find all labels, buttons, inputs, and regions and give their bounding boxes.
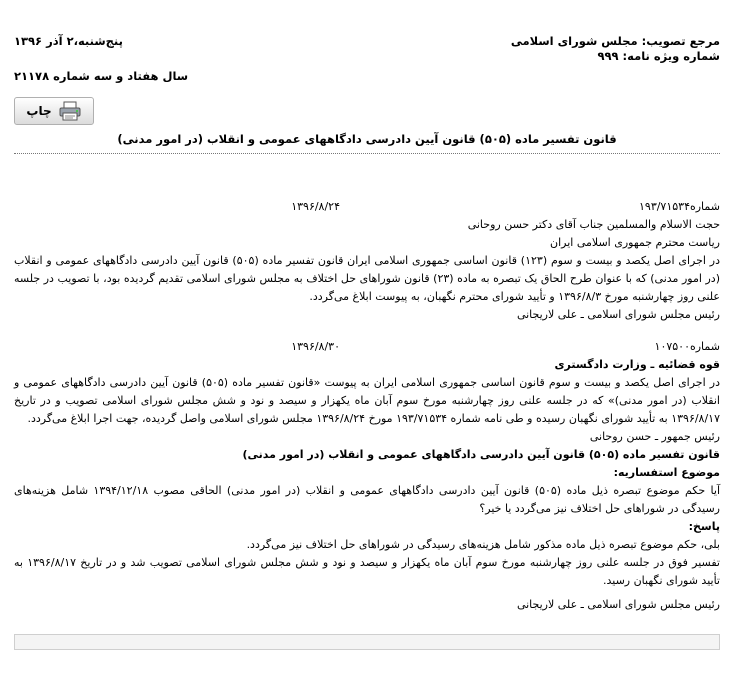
- subject-heading: موضوع استفساریه:: [613, 466, 720, 479]
- spacer: [14, 324, 720, 338]
- print-button[interactable]: [14, 97, 94, 125]
- letter2-body: در اجرای اصل یکصد و بیست و سوم قانون اساسی جمهوری اسلامی ایران به پیوست «قانون تفسیر ماده (۵۰۵) قانون آیین دادرسی دادگاههای عمومی و انقلاب (در امور مدنی)» که در جلسه علنی روز چهارشنبه مورخ سوم آبان ماه یکهزار و سیصد و نود و شش مجلس شورای اسلامی تصویب و در تاریخ ۱۳۹۶/۸/۱۷ به تأیید شورای نگهبان رسیده و طی نامه شماره ۱۹۳/۷۱۵۳۴ مورخ ۱۳۹۶/۸/۲۴ مجلس شورای اسلامی واصل گردیده، جهت اجرا ابلاغ می‌گردد.: [14, 376, 720, 425]
- document-body: [14, 198, 720, 614]
- printer-icon: [58, 101, 82, 121]
- letter2-addressee: قوه قضائیه ـ وزارت دادگستری: [554, 358, 720, 371]
- letter1-body: در اجرای اصل یکصد و بیست و سوم (۱۲۳) قانون اساسی جمهوری اسلامی ایران قانون تفسیر ماده (۵۰۵) قانون آیین دادرسی دادگاههای عمومی و انقلاب (در امور مدنی) که با عنوان طرح الحاق یک تبصره به ماده (۲۳) قانون شوراهای حل اختلاف به مجلس شورای اسلامی تقدیم گردیده بود، با تصویب در جلسه علنی روز چهارشنبه مورخ ۱۳۹۶/۸/۳ و تأیید شورای محترم نگهبان، به پیوست ابلاغ می‌گردد.: [14, 254, 721, 303]
- header: [14, 34, 720, 94]
- date-line: پنج‌شنبه،۲ آذر ۱۳۹۶: [14, 34, 123, 48]
- letter1-signature: رئیس مجلس شورای اسلامی ـ علی لاریجانی: [516, 308, 720, 321]
- print-button-label: چاپ: [26, 104, 52, 118]
- letter2-date: ۱۳۹۶/۸/۳۰: [291, 340, 340, 353]
- year-issue-line: سال هفتاد و سه شماره ۲۱۱۷۸: [14, 69, 189, 83]
- letter1-addressee-title: ریاست محترم جمهوری اسلامی ایران: [550, 236, 720, 249]
- law-signature: رئیس مجلس شورای اسلامی ـ علی لاریجانی: [516, 598, 720, 611]
- letter1-number: شماره۱۹۳/۷۱۵۳۴: [639, 200, 720, 213]
- answer-text: بلی، حکم موضوع تبصره ذیل ماده مذکور شامل هزینه‌های رسیدگی در شوراهای حل اختلاف نیز می‌گردد.: [246, 538, 720, 551]
- letter2-signature: رئیس جمهور ـ حسن روحانی: [589, 430, 720, 443]
- special-issue-line: شماره ویژه نامه: ۹۹۹: [597, 49, 720, 63]
- header-left: [14, 34, 188, 84]
- header-right: [511, 34, 720, 64]
- law-title: قانون تفسیر ماده (۵۰۵) قانون آیین دادرسی دادگاههای عمومی و انقلاب (در امور مدنی): [242, 448, 720, 461]
- letter1-addressee: حجت الاسلام والمسلمین جناب آقای دکتر حسن روحانی: [467, 218, 720, 231]
- dotted-divider: [14, 153, 720, 154]
- ref-line: مرجع تصویب: مجلس شورای اسلامی: [510, 34, 720, 48]
- letter1-ref-row: [14, 198, 720, 216]
- letter2-ref-row: [14, 338, 720, 356]
- answer-heading: پاسخ:: [688, 520, 720, 533]
- subject-text: آیا حکم موضوع تبصره ذیل ماده (۵۰۵) قانون آیین دادرسی دادگاههای عمومی و انقلاب (در امور مدنی) الحاقی مصوب ۱۳۹۴/۱۲/۱۸ شامل هزینه‌های رسیدگی در شوراهای حل اختلاف نیز می‌گردد یا خیر؟: [14, 484, 720, 515]
- letter2-number: شماره۱۰۷۵۰۰: [654, 340, 720, 353]
- closing-text: تفسیر فوق در جلسه علنی روز چهارشنبه مورخ سوم آبان ماه یکهزار و سیصد و نود و شش مجلس شورای اسلامی تصویب شد و در تاریخ ۱۳۹۶/۸/۱۷ به تأیید شورای نگهبان رسید.: [14, 556, 720, 587]
- page-title: قانون تفسیر ماده (۵۰۵) قانون آیین دادرسی دادگاههای عمومی و انقلاب (در امور مدنی): [117, 132, 617, 146]
- horizontal-scrollbar[interactable]: [14, 634, 720, 650]
- letter1-date: ۱۳۹۶/۸/۲۴: [291, 200, 340, 213]
